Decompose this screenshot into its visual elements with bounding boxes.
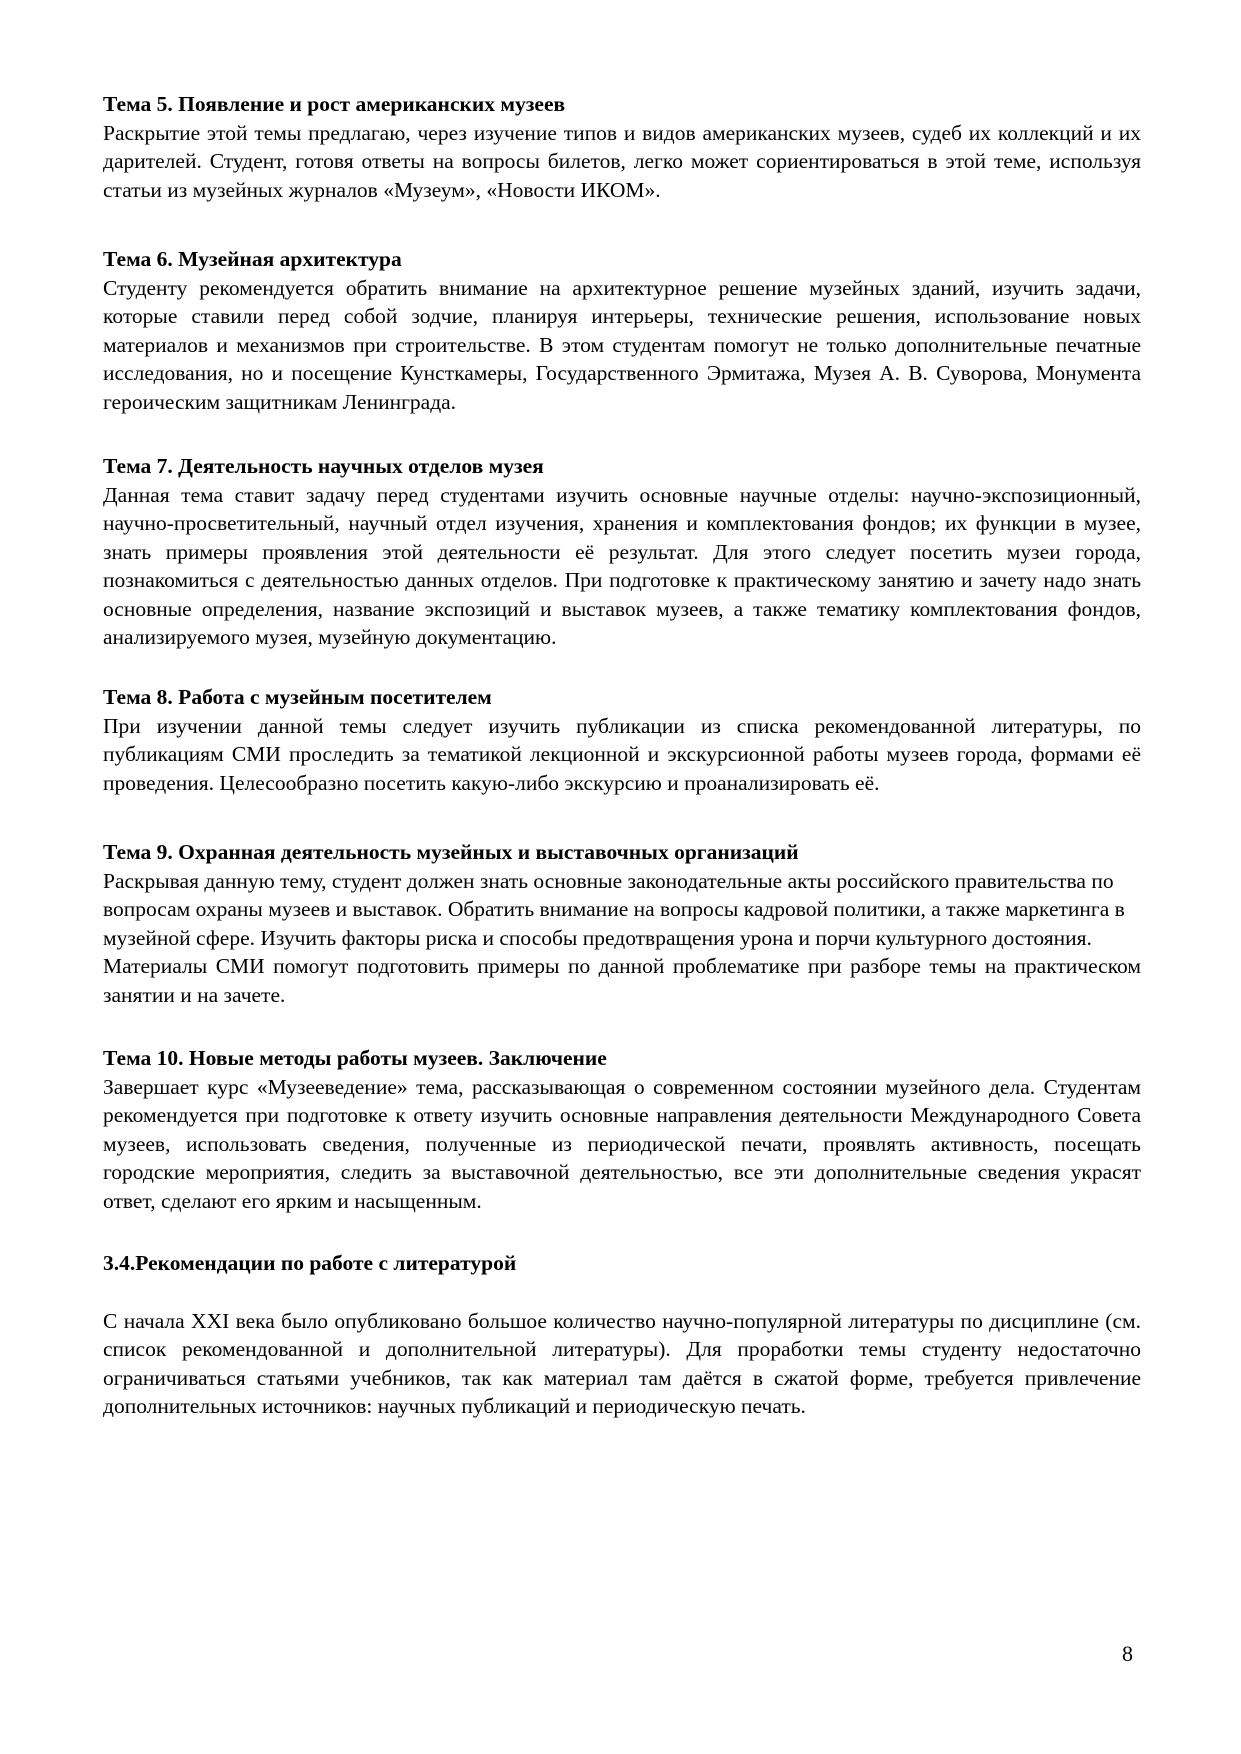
section-paragraph: Материалы СМИ помогут подготовить примеры по данной проблематике при разборе темы на практическом занятии и на зачете. — [103, 954, 1141, 1007]
section-heading: Тема 9. Охранная деятельность музейных и выставочных организаций — [103, 840, 799, 864]
section-topic-7 — [103, 452, 1141, 652]
section-heading: 3.4.Рекомендации по работе с литературой — [103, 1251, 517, 1275]
section-literature-recommendations — [103, 1249, 1141, 1421]
section-paragraph: При изучении данной темы следует изучить публикации из списка рекомендованной литературы, по публикациям СМИ проследить за тематикой лекционной и экскурсионной работы музеев города, формами её проведения. Целесообразно посетить какую-либо экскурсию и проанализировать её. — [103, 713, 1141, 795]
section-paragraph: Завершает курс «Музееведение» тема, рассказывающая о современном состоянии музейного дела. Студентам рекомендуется при подготовке к ответу изучить основные направления деятельности Международного Совета музеев, использовать сведения, полученные из периодической печати, проявлять активность, посещать городские мероприятия, следить за выставочной деятельностью, все эти дополнительные сведения украсят ответ, сделают его ярким и насыщенным. — [103, 1074, 1141, 1213]
section-paragraph: Данная тема ставит задачу перед студентами изучить основные научные отделы: научно-экспозиционный, научно-просветительный, научный отдел изучения, хранения и комплектования фондов; их функции в музее, знать примеры проявления этой деятельности её результат. Для этого следует посетить музеи города, познакомиться с деятельностью данных отделов. При подготовке к практическому занятию и зачету надо знать основные определения, название экспозиций и выставок музеев, а также тематику комплектования фондов, анализируемого музея, музейную документацию. — [103, 482, 1141, 649]
section-paragraph: Студенту рекомендуется обратить внимание на архитектурное решение музейных зданий, изучить задачи, которые ставили перед собой зодчие, планируя интерьеры, технические решения, использование новых материалов и механизмов при строительстве. В этом студентам помогут не только дополнительные печатные исследования, но и посещение Кунсткамеры, Государственного Эрмитажа, Музея А. В. Суворова, Монумента героическим защитникам Ленинграда. — [103, 275, 1141, 414]
section-paragraph: С начала XXI века было опубликовано большое количество научно-популярной литературы по дисциплине (см. список рекомендованной и дополнительной литературы). Для проработки темы студенту недостаточно ограничиваться статьями учебников, так как материал там даётся в сжатой форме, требуется привлечение дополнительных источников: научных публикаций и периодическую печать. — [103, 1308, 1141, 1418]
section-topic-5 — [103, 90, 1141, 204]
section-heading: Тема 6. Музейная архитектура — [103, 247, 402, 271]
section-heading: Тема 10. Новые методы работы музеев. Заключение — [103, 1046, 607, 1070]
section-paragraph: Раскрывая данную тему, студент должен знать основные законодательные акты российского правительства по вопросам охраны музеев и выставок. Обратить внимание на вопросы кадровой политики, а также маркетинга в музейной сфере. Изучить факторы риска и способы предотвращения урона и порчи культурного достояния. — [103, 868, 1125, 950]
section-topic-10 — [103, 1044, 1141, 1215]
section-heading: Тема 8. Работа с музейным посетителем — [103, 685, 492, 709]
page-number: 8 — [1122, 1641, 1133, 1666]
section-topic-8 — [103, 683, 1141, 797]
section-topic-9 — [103, 838, 1141, 1009]
section-topic-6 — [103, 245, 1141, 416]
document-page — [103, 0, 1141, 1754]
section-paragraph: Раскрытие этой темы предлагаю, через изучение типов и видов американских музеев, судеб их коллекций и их дарителей. Студент, готовя ответы на вопросы билетов, легко может сориентироваться в этой теме, используя статьи из музейных журналов «Музеум», «Новости ИКОМ». — [103, 120, 1141, 202]
section-heading: Тема 5. Появление и рост американских музеев — [103, 92, 566, 116]
section-heading: Тема 7. Деятельность научных отделов музея — [103, 454, 544, 478]
